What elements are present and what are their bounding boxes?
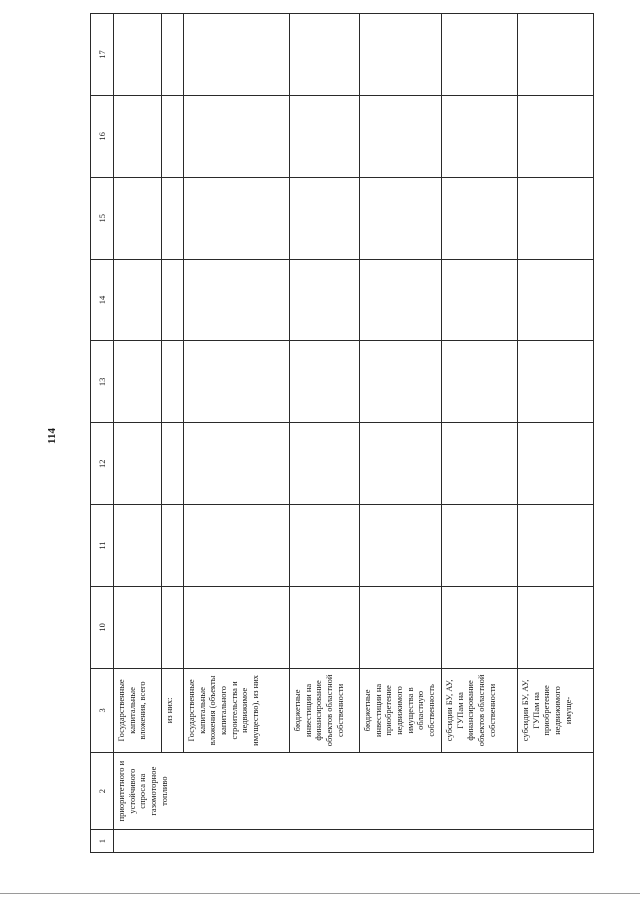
table-cell xyxy=(184,14,290,96)
table-cell xyxy=(114,177,162,259)
table-cell xyxy=(442,341,518,423)
table-cell xyxy=(162,587,184,669)
table-cell xyxy=(442,177,518,259)
column-number: 3 xyxy=(91,668,114,752)
table-cell xyxy=(360,177,442,259)
table-cell xyxy=(360,259,442,341)
table-cell xyxy=(114,341,162,423)
table-cell xyxy=(518,587,594,669)
row-label: Государственные капитальные вложения, всего xyxy=(114,668,162,752)
table-cell xyxy=(360,341,442,423)
table-cell xyxy=(184,423,290,505)
table-cell xyxy=(114,95,162,177)
table-cell xyxy=(290,177,360,259)
table-cell xyxy=(442,14,518,96)
scan-edge-line xyxy=(0,893,640,894)
table-cell xyxy=(114,587,162,669)
table-cell xyxy=(442,423,518,505)
row-group-title: приоритетного и устойчивого спроса на газомоторное топливо xyxy=(114,752,594,829)
page-number: 114 xyxy=(46,428,58,444)
row-label: Государственные капитальные вложения (объекты капитального строительства и недвижимое имущество), из них xyxy=(184,668,290,752)
row-label: из них: xyxy=(162,668,184,752)
table-cell xyxy=(290,95,360,177)
table-cell xyxy=(290,505,360,587)
table-cell xyxy=(114,505,162,587)
column-number: 13 xyxy=(91,341,114,423)
table-cell xyxy=(162,505,184,587)
table-row xyxy=(360,14,442,853)
table-cell xyxy=(360,505,442,587)
table-cell xyxy=(518,259,594,341)
table-cell xyxy=(518,423,594,505)
table-cell xyxy=(290,14,360,96)
column-number: 16 xyxy=(91,95,114,177)
table-cell xyxy=(184,259,290,341)
column-number: 11 xyxy=(91,505,114,587)
row-label: субсидии БУ, АУ, ГУПам на финансирование объектов областной собственности xyxy=(442,668,518,752)
table-cell xyxy=(162,14,184,96)
table-cell xyxy=(184,505,290,587)
row-label: бюджетные инвестиции на финансирование объектов областной собственности xyxy=(290,668,360,752)
table-cell xyxy=(518,177,594,259)
table-cell xyxy=(442,95,518,177)
table-row xyxy=(114,14,162,853)
column-number: 1 xyxy=(91,830,114,853)
table-cell xyxy=(162,259,184,341)
table-row xyxy=(518,14,594,853)
table-cell xyxy=(290,587,360,669)
table-cell xyxy=(360,423,442,505)
column-number: 10 xyxy=(91,587,114,669)
table-row xyxy=(184,14,290,853)
column-number: 15 xyxy=(91,177,114,259)
column-number: 12 xyxy=(91,423,114,505)
column-number: 14 xyxy=(91,259,114,341)
table-row xyxy=(290,14,360,853)
budget-table xyxy=(90,13,594,853)
table-cell xyxy=(184,587,290,669)
table-cell xyxy=(114,14,162,96)
table-cell xyxy=(184,177,290,259)
table-cell xyxy=(114,423,162,505)
column-number: 17 xyxy=(91,14,114,96)
table-cell xyxy=(442,587,518,669)
table-cell xyxy=(162,341,184,423)
table-row xyxy=(162,14,184,853)
table-cell xyxy=(442,259,518,341)
row-label: субсидии БУ, АУ, ГУПам на приобретение недвижимого имуще- xyxy=(518,668,594,752)
table-cell xyxy=(518,341,594,423)
table-cell xyxy=(518,95,594,177)
table-row xyxy=(442,14,518,853)
table-cell xyxy=(114,830,594,853)
row-label: бюджетные инвестиции на приобретение недвижимого имущества в областную собственность xyxy=(360,668,442,752)
table-cell xyxy=(290,259,360,341)
table-cell xyxy=(184,341,290,423)
table-cell xyxy=(114,259,162,341)
table-cell xyxy=(360,14,442,96)
table-cell xyxy=(442,505,518,587)
table-cell xyxy=(360,587,442,669)
table-cell xyxy=(290,341,360,423)
column-number: 2 xyxy=(91,752,114,829)
rotated-table-container xyxy=(90,13,610,853)
column-number-row xyxy=(91,14,114,853)
table-cell xyxy=(360,95,442,177)
table-cell xyxy=(518,14,594,96)
table-cell xyxy=(162,95,184,177)
table-cell xyxy=(184,95,290,177)
table-cell xyxy=(518,505,594,587)
table-cell xyxy=(162,177,184,259)
table-cell xyxy=(162,423,184,505)
table-cell xyxy=(290,423,360,505)
